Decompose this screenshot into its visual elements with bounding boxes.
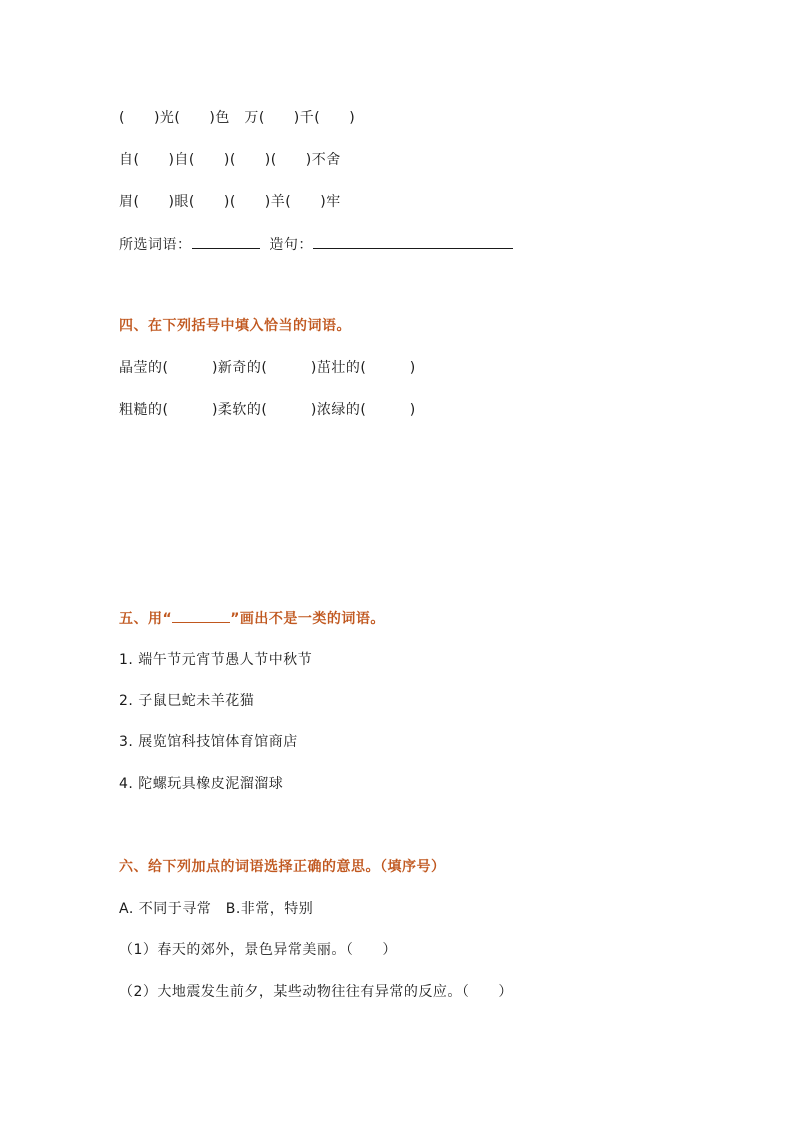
sentence-label: 造句： [269, 237, 313, 253]
section-4-heading: 四、在下列括号中填入恰当的词语。 [119, 318, 351, 334]
section-6-heading: 六、给下列加点的词语选择正确的意思。（填序号） [119, 859, 446, 875]
section-5-heading-prefix: 五、用“ [119, 611, 173, 627]
idiom-row-2: 自( )自( )( )( )不舍 [119, 152, 341, 168]
answer-options: A. 不同于寻常 B.非常，特别 [119, 901, 314, 917]
sentence-blank[interactable] [313, 234, 513, 249]
choice-blank[interactable] [192, 234, 260, 249]
section-5-heading-suffix: ”画出不是一类的词语。 [230, 611, 385, 627]
idiom-row-3: 眉( )眼( )( )羊( )牢 [119, 194, 341, 210]
question-1: （1）春天的郊外，景色异常美丽。（ ） [119, 942, 397, 958]
choice-label: 所选词语： [119, 237, 192, 253]
sentence-making-row [119, 234, 513, 255]
question-2: （2）大地震发生前夕，某些动物往往有异常的反应。（ ） [119, 984, 513, 1000]
underline-sample [172, 608, 230, 623]
list-item: 1. 端午节元宵节愚人节中秋节 [119, 652, 313, 668]
section-5-heading [119, 608, 385, 629]
list-item: 4. 陀螺玩具橡皮泥溜溜球 [119, 776, 284, 792]
fill-row-1: 晶莹的( )新奇的( )茁壮的( ) [119, 360, 416, 376]
list-item: 3. 展览馆科技馆体育馆商店 [119, 734, 298, 750]
list-item: 2. 子鼠巳蛇未羊花猫 [119, 693, 255, 709]
fill-row-2: 粗糙的( )柔软的( )浓绿的( ) [119, 402, 416, 418]
idiom-row-1: ( )光( )色 万( )千( ) [119, 110, 356, 126]
